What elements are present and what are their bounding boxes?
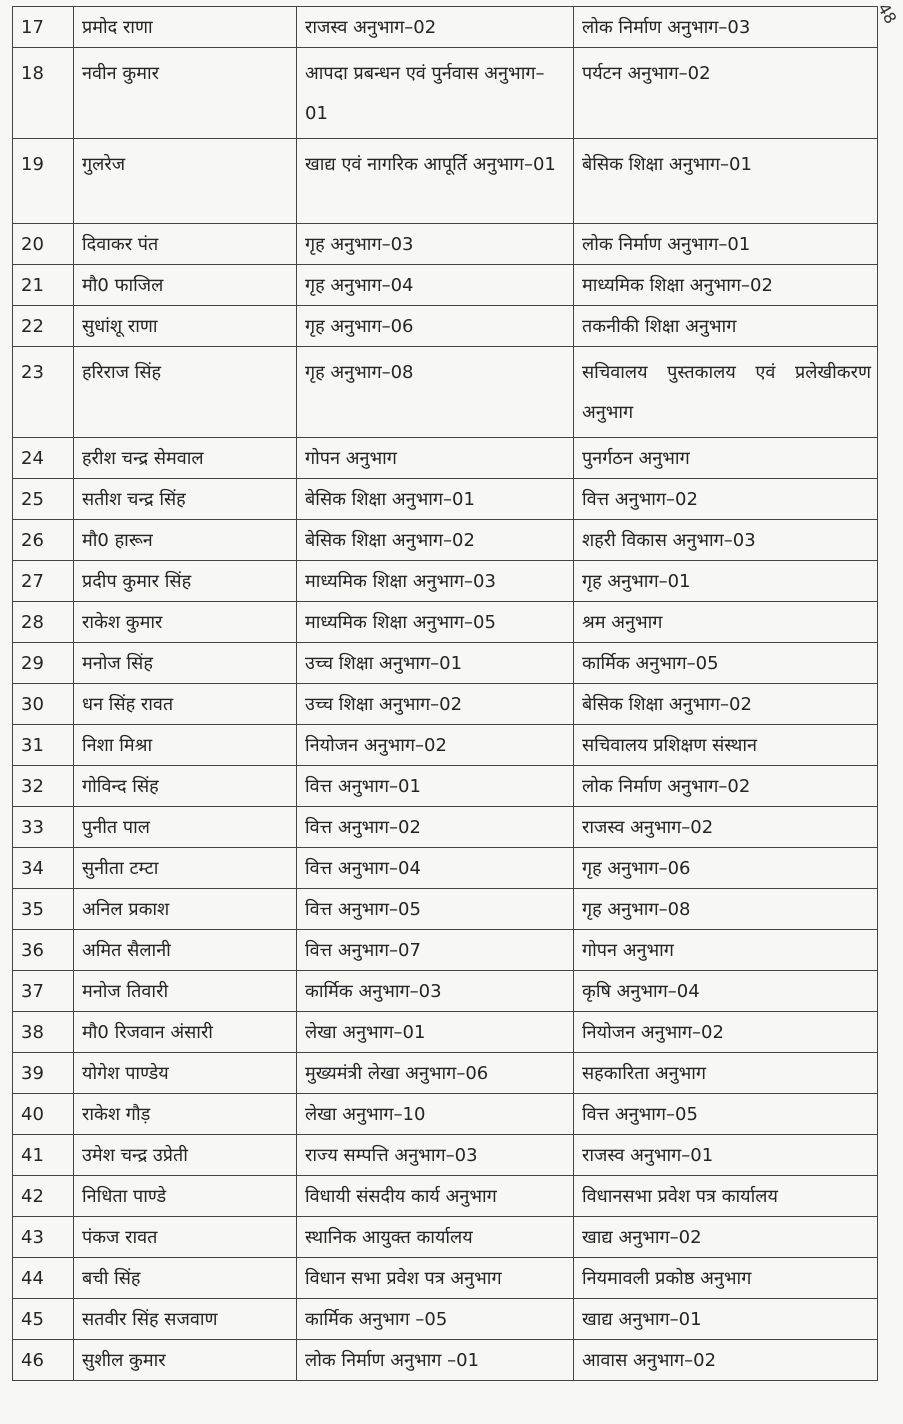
table-row [13,1012,878,1053]
new-section-cell: कार्मिक अनुभाग–05 [574,643,878,684]
serial-number-cell: 37 [13,971,74,1012]
current-section-cell: माध्यमिक शिक्षा अनुभाग–05 [297,602,574,643]
serial-number-cell: 30 [13,684,74,725]
employee-name-cell: सुनीता टम्टा [74,848,297,889]
employee-name-cell: धन सिंह रावत [74,684,297,725]
new-section-cell: राजस्व अनुभाग–01 [574,1135,878,1176]
employee-name-cell: मौ0 रिजवान अंसारी [74,1012,297,1053]
table-row [13,347,878,438]
employee-name-cell: बची सिंह [74,1258,297,1299]
table-row [13,807,878,848]
table-row [13,48,878,139]
new-section-cell: वित्त अनुभाग–02 [574,479,878,520]
new-section-cell: कृषि अनुभाग–04 [574,971,878,1012]
serial-number-cell: 46 [13,1340,74,1381]
serial-number-cell: 28 [13,602,74,643]
serial-number-cell: 36 [13,930,74,971]
new-section-cell: शहरी विकास अनुभाग–03 [574,520,878,561]
table-row [13,930,878,971]
table-row [13,1135,878,1176]
serial-number-cell: 27 [13,561,74,602]
table-row [13,1217,878,1258]
current-section-cell: गृह अनुभाग–06 [297,306,574,347]
employee-name-cell: गोविन्द सिंह [74,766,297,807]
table-row [13,1094,878,1135]
current-section-cell: वित्त अनुभाग–07 [297,930,574,971]
current-section-cell: लेखा अनुभाग–10 [297,1094,574,1135]
table-row [13,7,878,48]
new-section-cell: गृह अनुभाग–06 [574,848,878,889]
employee-name-cell: राकेश गौड़ [74,1094,297,1135]
current-section-cell: लोक निर्माण अनुभाग –01 [297,1340,574,1381]
employee-name-cell: पुनीत पाल [74,807,297,848]
serial-number-cell: 43 [13,1217,74,1258]
employee-name-cell: निधिता पाण्डे [74,1176,297,1217]
new-section-cell: विधानसभा प्रवेश पत्र कार्यालय [574,1176,878,1217]
table-row [13,438,878,479]
table-body [13,7,878,1381]
serial-number-cell: 23 [13,347,74,438]
current-section-cell: बेसिक शिक्षा अनुभाग–01 [297,479,574,520]
serial-number-cell: 24 [13,438,74,479]
table-row [13,725,878,766]
employee-name-cell: दिवाकर पंत [74,224,297,265]
current-section-cell: स्थानिक आयुक्त कार्यालय [297,1217,574,1258]
current-section-cell: गोपन अनुभाग [297,438,574,479]
employee-name-cell: उमेश चन्द्र उप्रेती [74,1135,297,1176]
employee-name-cell: सतीश चन्द्र सिंह [74,479,297,520]
serial-number-cell: 40 [13,1094,74,1135]
current-section-cell: गृह अनुभाग–04 [297,265,574,306]
new-section-cell: वित्त अनुभाग–05 [574,1094,878,1135]
current-section-cell: वित्त अनुभाग–02 [297,807,574,848]
serial-number-cell: 45 [13,1299,74,1340]
employee-name-cell: प्रदीप कुमार सिंह [74,561,297,602]
employee-name-cell: राकेश कुमार [74,602,297,643]
table-row [13,561,878,602]
current-section-cell: मुख्यमंत्री लेखा अनुभाग–06 [297,1053,574,1094]
table-row [13,479,878,520]
serial-number-cell: 17 [13,7,74,48]
table-row [13,971,878,1012]
new-section-cell: सचिवालय प्रशिक्षण संस्थान [574,725,878,766]
new-section-cell: नियोजन अनुभाग–02 [574,1012,878,1053]
serial-number-cell: 38 [13,1012,74,1053]
new-section-cell: लोक निर्माण अनुभाग–01 [574,224,878,265]
new-section-cell: श्रम अनुभाग [574,602,878,643]
current-section-cell: राज्य सम्पत्ति अनुभाग–03 [297,1135,574,1176]
current-section-cell: उच्च शिक्षा अनुभाग–01 [297,643,574,684]
current-section-cell: लेखा अनुभाग–01 [297,1012,574,1053]
employee-name-cell: मौ0 फाजिल [74,265,297,306]
new-section-cell: नियमावली प्रकोष्ठ अनुभाग [574,1258,878,1299]
page-number: 48 [873,0,901,28]
new-section-cell: लोक निर्माण अनुभाग–02 [574,766,878,807]
employee-name-cell: प्रमोद राणा [74,7,297,48]
serial-number-cell: 32 [13,766,74,807]
employee-name-cell: योगेश पाण्डेय [74,1053,297,1094]
serial-number-cell: 25 [13,479,74,520]
employee-name-cell: सुधांशू राणा [74,306,297,347]
serial-number-cell: 26 [13,520,74,561]
current-section-cell: उच्च शिक्षा अनुभाग–02 [297,684,574,725]
current-section-cell: नियोजन अनुभाग–02 [297,725,574,766]
current-section-cell: कार्मिक अनुभाग –05 [297,1299,574,1340]
employee-name-cell: अमित सैलानी [74,930,297,971]
serial-number-cell: 19 [13,139,74,224]
serial-number-cell: 22 [13,306,74,347]
current-section-cell: माध्यमिक शिक्षा अनुभाग–03 [297,561,574,602]
new-section-cell: तकनीकी शिक्षा अनुभाग [574,306,878,347]
table-row [13,602,878,643]
employee-name-cell: सुशील कुमार [74,1340,297,1381]
current-section-cell: गृह अनुभाग–08 [297,347,574,438]
table-row [13,1258,878,1299]
table-row [13,1176,878,1217]
current-section-cell: वित्त अनुभाग–05 [297,889,574,930]
new-section-cell: माध्यमिक शिक्षा अनुभाग–02 [574,265,878,306]
employee-name-cell: हरीश चन्द्र सेमवाल [74,438,297,479]
table-row [13,889,878,930]
table-row [13,265,878,306]
new-section-cell: गृह अनुभाग–08 [574,889,878,930]
new-section-cell: गोपन अनुभाग [574,930,878,971]
current-section-cell: राजस्व अनुभाग–02 [297,7,574,48]
serial-number-cell: 35 [13,889,74,930]
new-section-cell: सचिवालय पुस्तकालय एवं प्रलेखीकरण अनुभाग [574,347,878,438]
table-row [13,520,878,561]
serial-number-cell: 21 [13,265,74,306]
employee-name-cell: हरिराज सिंह [74,347,297,438]
table-row [13,766,878,807]
new-section-cell: पर्यटन अनुभाग–02 [574,48,878,139]
new-section-cell: खाद्य अनुभाग–01 [574,1299,878,1340]
employee-name-cell: निशा मिश्रा [74,725,297,766]
employee-name-cell: मनोज तिवारी [74,971,297,1012]
table-row [13,1340,878,1381]
employee-name-cell: मनोज सिंह [74,643,297,684]
serial-number-cell: 42 [13,1176,74,1217]
current-section-cell: वित्त अनुभाग–01 [297,766,574,807]
serial-number-cell: 29 [13,643,74,684]
table-row [13,1299,878,1340]
employee-name-cell: नवीन कुमार [74,48,297,139]
current-section-cell: विधायी संसदीय कार्य अनुभाग [297,1176,574,1217]
transfer-table [12,6,878,1381]
new-section-cell: बेसिक शिक्षा अनुभाग–01 [574,139,878,224]
employee-name-cell: पंकज रावत [74,1217,297,1258]
table-row [13,684,878,725]
serial-number-cell: 20 [13,224,74,265]
serial-number-cell: 44 [13,1258,74,1299]
current-section-cell: आपदा प्रबन्धन एवं पुर्नवास अनुभाग–01 [297,48,574,139]
new-section-cell: गृह अनुभाग–01 [574,561,878,602]
serial-number-cell: 18 [13,48,74,139]
employee-name-cell: गुलरेज [74,139,297,224]
serial-number-cell: 34 [13,848,74,889]
new-section-cell: खाद्य अनुभाग–02 [574,1217,878,1258]
employee-name-cell: अनिल प्रकाश [74,889,297,930]
current-section-cell: बेसिक शिक्षा अनुभाग–02 [297,520,574,561]
serial-number-cell: 31 [13,725,74,766]
current-section-cell: खाद्य एवं नागरिक आपूर्ति अनुभाग–01 [297,139,574,224]
current-section-cell: गृह अनुभाग–03 [297,224,574,265]
serial-number-cell: 33 [13,807,74,848]
table-row [13,848,878,889]
new-section-cell: बेसिक शिक्षा अनुभाग–02 [574,684,878,725]
serial-number-cell: 39 [13,1053,74,1094]
current-section-cell: वित्त अनुभाग–04 [297,848,574,889]
table-row [13,224,878,265]
new-section-cell: सहकारिता अनुभाग [574,1053,878,1094]
employee-name-cell: सतवीर सिंह सजवाण [74,1299,297,1340]
table-row [13,643,878,684]
new-section-cell: आवास अनुभाग–02 [574,1340,878,1381]
table-row [13,1053,878,1094]
new-section-cell: पुनर्गठन अनुभाग [574,438,878,479]
employee-name-cell: मौ0 हारून [74,520,297,561]
serial-number-cell: 41 [13,1135,74,1176]
current-section-cell: कार्मिक अनुभाग–03 [297,971,574,1012]
current-section-cell: विधान सभा प्रवेश पत्र अनुभाग [297,1258,574,1299]
table-row [13,306,878,347]
table-row [13,139,878,224]
new-section-cell: लोक निर्माण अनुभाग–03 [574,7,878,48]
new-section-cell: राजस्व अनुभाग–02 [574,807,878,848]
